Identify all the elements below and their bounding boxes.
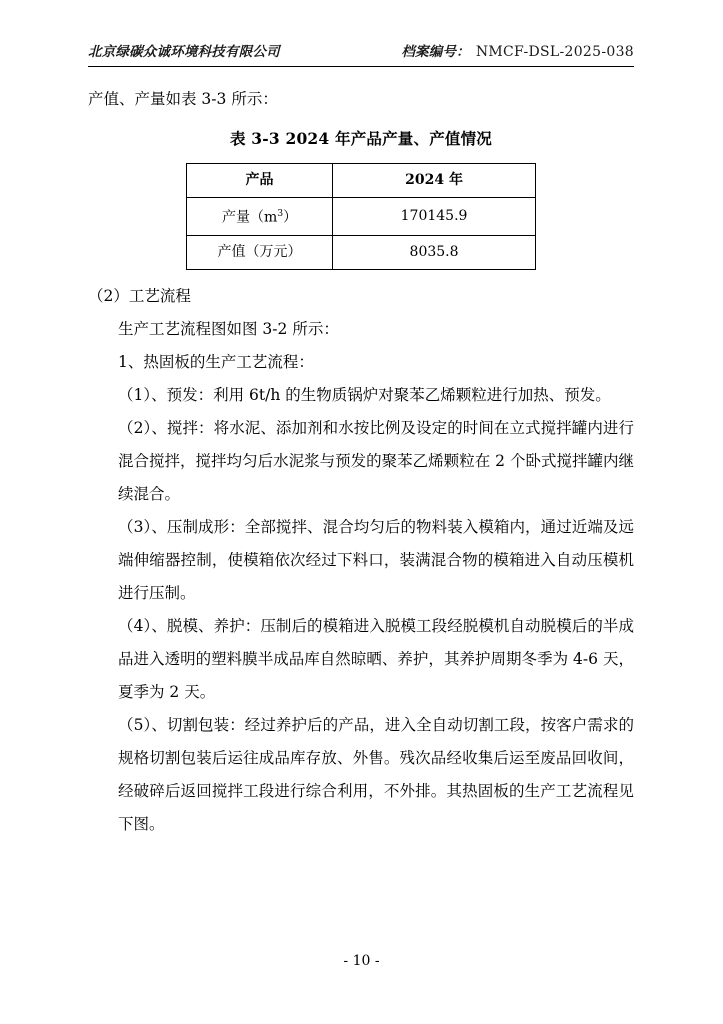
paragraph-7: （5）、切割包装：经过养护后的产品，进入全自动切割工段，按客户需求的规格切割包装后运往成品库存放、外售。残次品经收集后运至废品回收间，经破碎后返回搅拌工段进行综合利用，不外排。其热固板的生产工艺流程见下图。: [118, 715, 634, 833]
page-footer: [0, 953, 723, 969]
paragraph-2: 1、热固板的生产工艺流程：: [118, 352, 314, 371]
header-divider: [88, 66, 634, 67]
archive-number: NMCF-DSL-2025-038: [475, 44, 634, 60]
table-caption: 表 3-3 2024 年产品产量、产值情况: [229, 129, 493, 148]
header-archive: [401, 40, 634, 60]
paragraph-6: （4）、脱模、养护：压制后的模箱进入脱模工段经脱模机自动脱模后的半成品进入透明的塑料膜半成品库自然晾晒、养护，其养护周期冬季为 4-6 天，夏季为 2 天。: [118, 616, 634, 701]
header-company-name: 北京绿碳众诚环境科技有限公司: [88, 44, 280, 60]
paragraph-section-title: （2）工艺流程: [88, 286, 191, 305]
paragraph-5: （3）、压制成形：全部搅拌、混合均匀后的物料装入模箱内，通过近端及远端伸缩器控制，使模箱依次经过下料口，装满混合物的模箱进入自动压模机进行压制。: [118, 517, 634, 602]
page-number: - 10 -: [343, 953, 380, 969]
table-cell-value-label: 产值（万元）: [187, 235, 333, 269]
document-body: [88, 83, 634, 841]
archive-label: 档案编号：: [401, 44, 470, 60]
paragraph-3: （1）、预发：利用 6t/h 的生物质锅炉对聚苯乙烯颗粒进行加热、预发。: [118, 385, 611, 404]
table-row: [187, 198, 536, 236]
table-cell-output-label: 产量$(m^3)$: [187, 198, 333, 236]
paragraph-1: 生产工艺流程图如图 3-2 所示：: [118, 319, 339, 338]
table-cell-value-value: 8035.8: [333, 235, 536, 269]
table-header-year: 2024 年: [333, 164, 536, 198]
table-cell-output-value: 170145.9: [333, 198, 536, 236]
production-table: [186, 163, 536, 270]
paragraph-intro: 产值、产量如表 3-3 所示：: [88, 90, 278, 108]
paragraph-4: （2）、搅拌：将水泥、添加剂和水按比例及设定的时间在立式搅拌罐内进行混合搅拌，搅拌均匀后水泥浆与预发的聚苯乙烯颗粒在 2 个卧式搅拌罐内继续混合。: [118, 418, 634, 503]
table-row: [187, 235, 536, 269]
table-header-product: 产品: [187, 164, 333, 198]
table-header-row: [187, 164, 536, 198]
page-header: [88, 40, 634, 64]
page-content: [88, 40, 634, 841]
